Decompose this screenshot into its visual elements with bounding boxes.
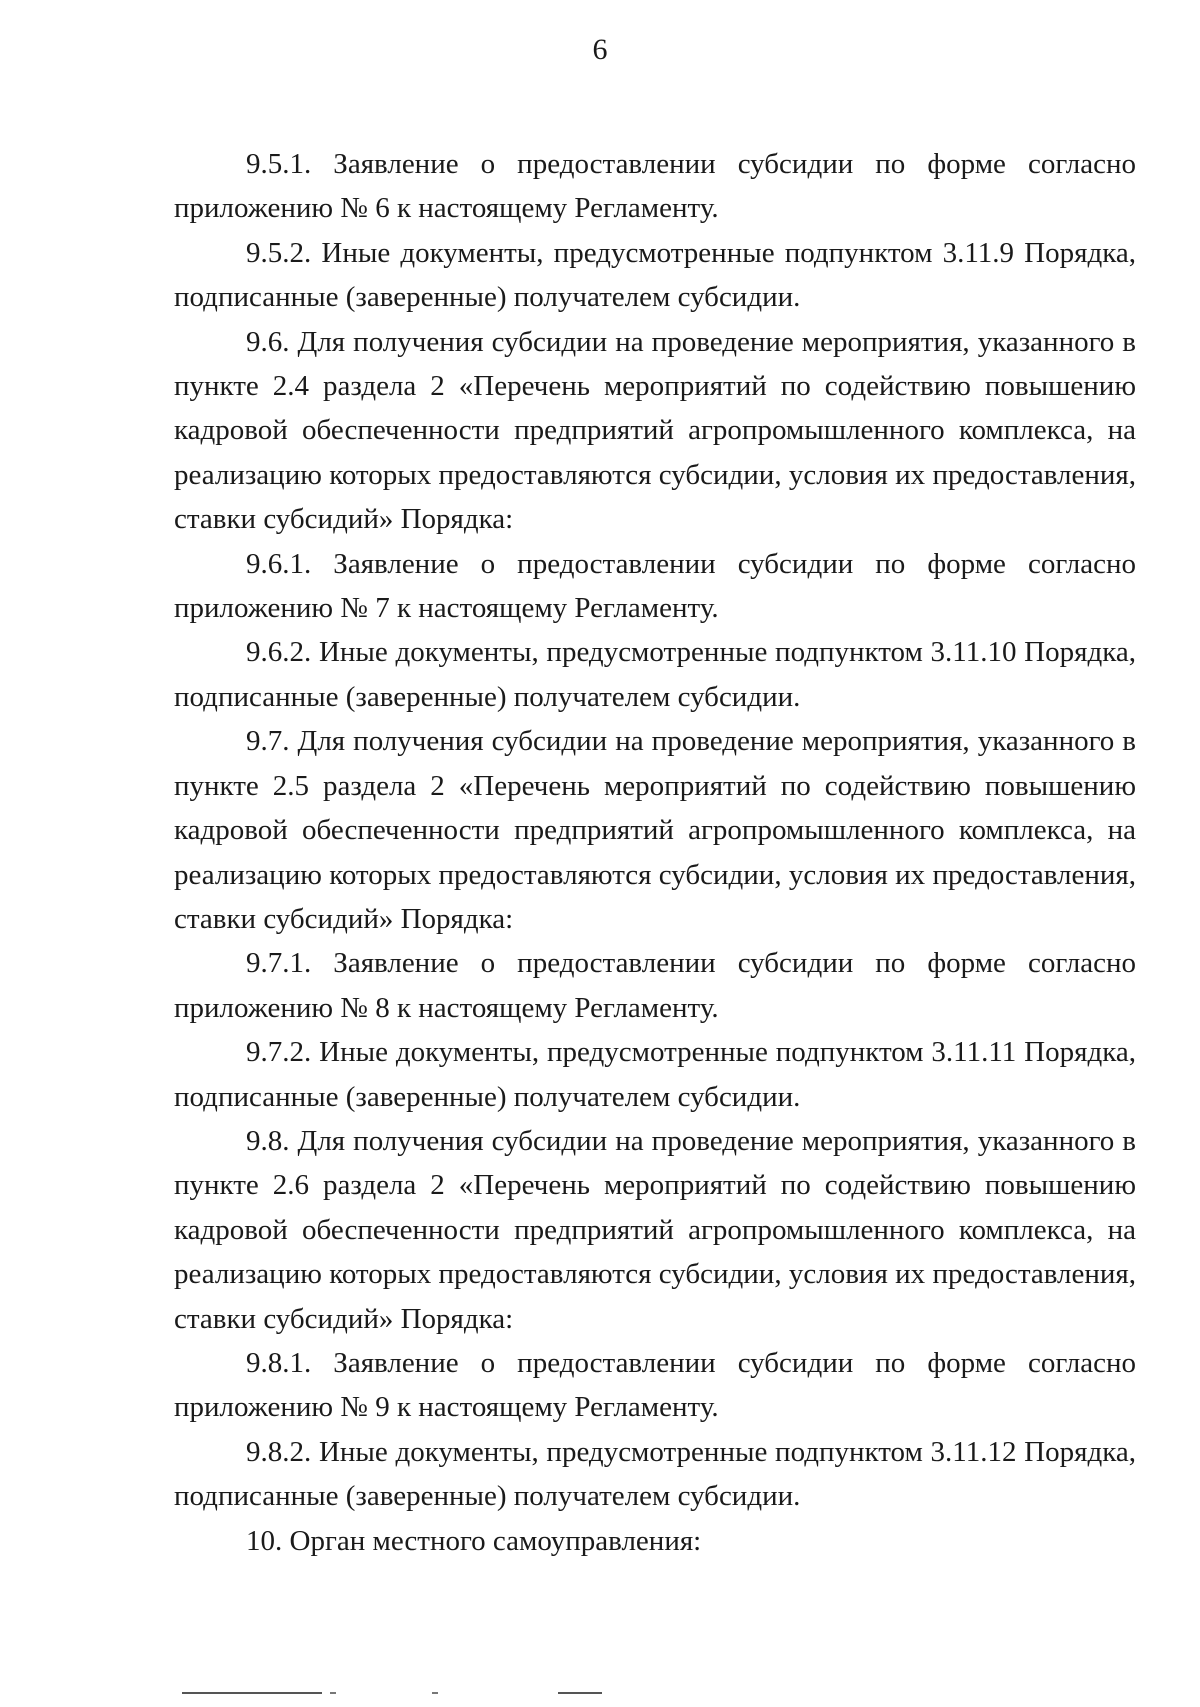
footer-scan-mark-dot (330, 1692, 336, 1694)
footer-scan-mark-dot (432, 1692, 438, 1694)
paragraph-9-6-1: 9.6.1. Заявление о предоставлении субсидии по форме согласно приложению № 7 к настоящему Регламенту. (174, 547, 1136, 625)
paragraph-9-5-2: 9.5.2. Иные документы, предусмотренные подпунктом 3.11.9 Порядка, подписанные (заверенные) получателем субсидии. (174, 236, 1136, 314)
paragraph-9-7: 9.7. Для получения субсидии на проведение мероприятия, указанного в пункте 2.5 раздела 2 «Перечень мероприятий по содействию повышению кадровой обеспеченности предприятий агропромышленного комплекса, на реализацию которых предоставляются субсидии, условия их предоставления, ставки субсидий» Порядка: (174, 725, 1136, 935)
paragraph-9-8-1: 9.8.1. Заявление о предоставлении субсидии по форме согласно приложению № 9 к настоящему Регламенту. (174, 1346, 1136, 1424)
paragraph-9-8-2: 9.8.2. Иные документы, предусмотренные подпунктом 3.11.12 Порядка, подписанные (заверенные) получателем субсидии. (174, 1435, 1136, 1513)
footer-scan-mark-left (182, 1692, 322, 1694)
paragraph-10: 10. Орган местного самоуправления: (246, 1524, 702, 1557)
paragraph-9-7-1: 9.7.1. Заявление о предоставлении субсидии по форме согласно приложению № 8 к настоящему Регламенту. (174, 947, 1136, 1024)
paragraph-9-8: 9.8. Для получения субсидии на проведение мероприятия, указанного в пункте 2.6 раздела 2 «Перечень мероприятий по содействию повышению кадровой обеспеченности предприятий агропромышленного комплекса, на реализацию которых предоставляются субсидии, условия их предоставления, ставки субсидий» Порядка: (174, 1124, 1136, 1335)
paragraph-9-5-1: 9.5.1. Заявление о предоставлении субсидии по форме согласно приложению № 6 к настоящему Регламенту. (174, 148, 1136, 225)
page-number: 6 (592, 33, 608, 66)
paragraph-9-6: 9.6. Для получения субсидии на проведение мероприятия, указанного в пункте 2.4 раздела 2 «Перечень мероприятий по содействию повышению кадровой обеспеченности предприятий агропромышленного комплекса, на реализацию которых предоставляются субсидии, условия их предоставления, ставки субсидий» Порядка: (174, 325, 1136, 536)
footer-scan-mark-right (558, 1692, 602, 1694)
paragraph-9-6-2: 9.6.2. Иные документы, предусмотренные подпунктом 3.11.10 Порядка, подписанные (заверенные) получателем субсидии. (174, 636, 1136, 713)
document-body (174, 142, 1136, 1563)
paragraph-9-7-2: 9.7.2. Иные документы, предусмотренные подпунктом 3.11.11 Порядка, подписанные (заверенные) получателем субсидии. (174, 1036, 1136, 1113)
